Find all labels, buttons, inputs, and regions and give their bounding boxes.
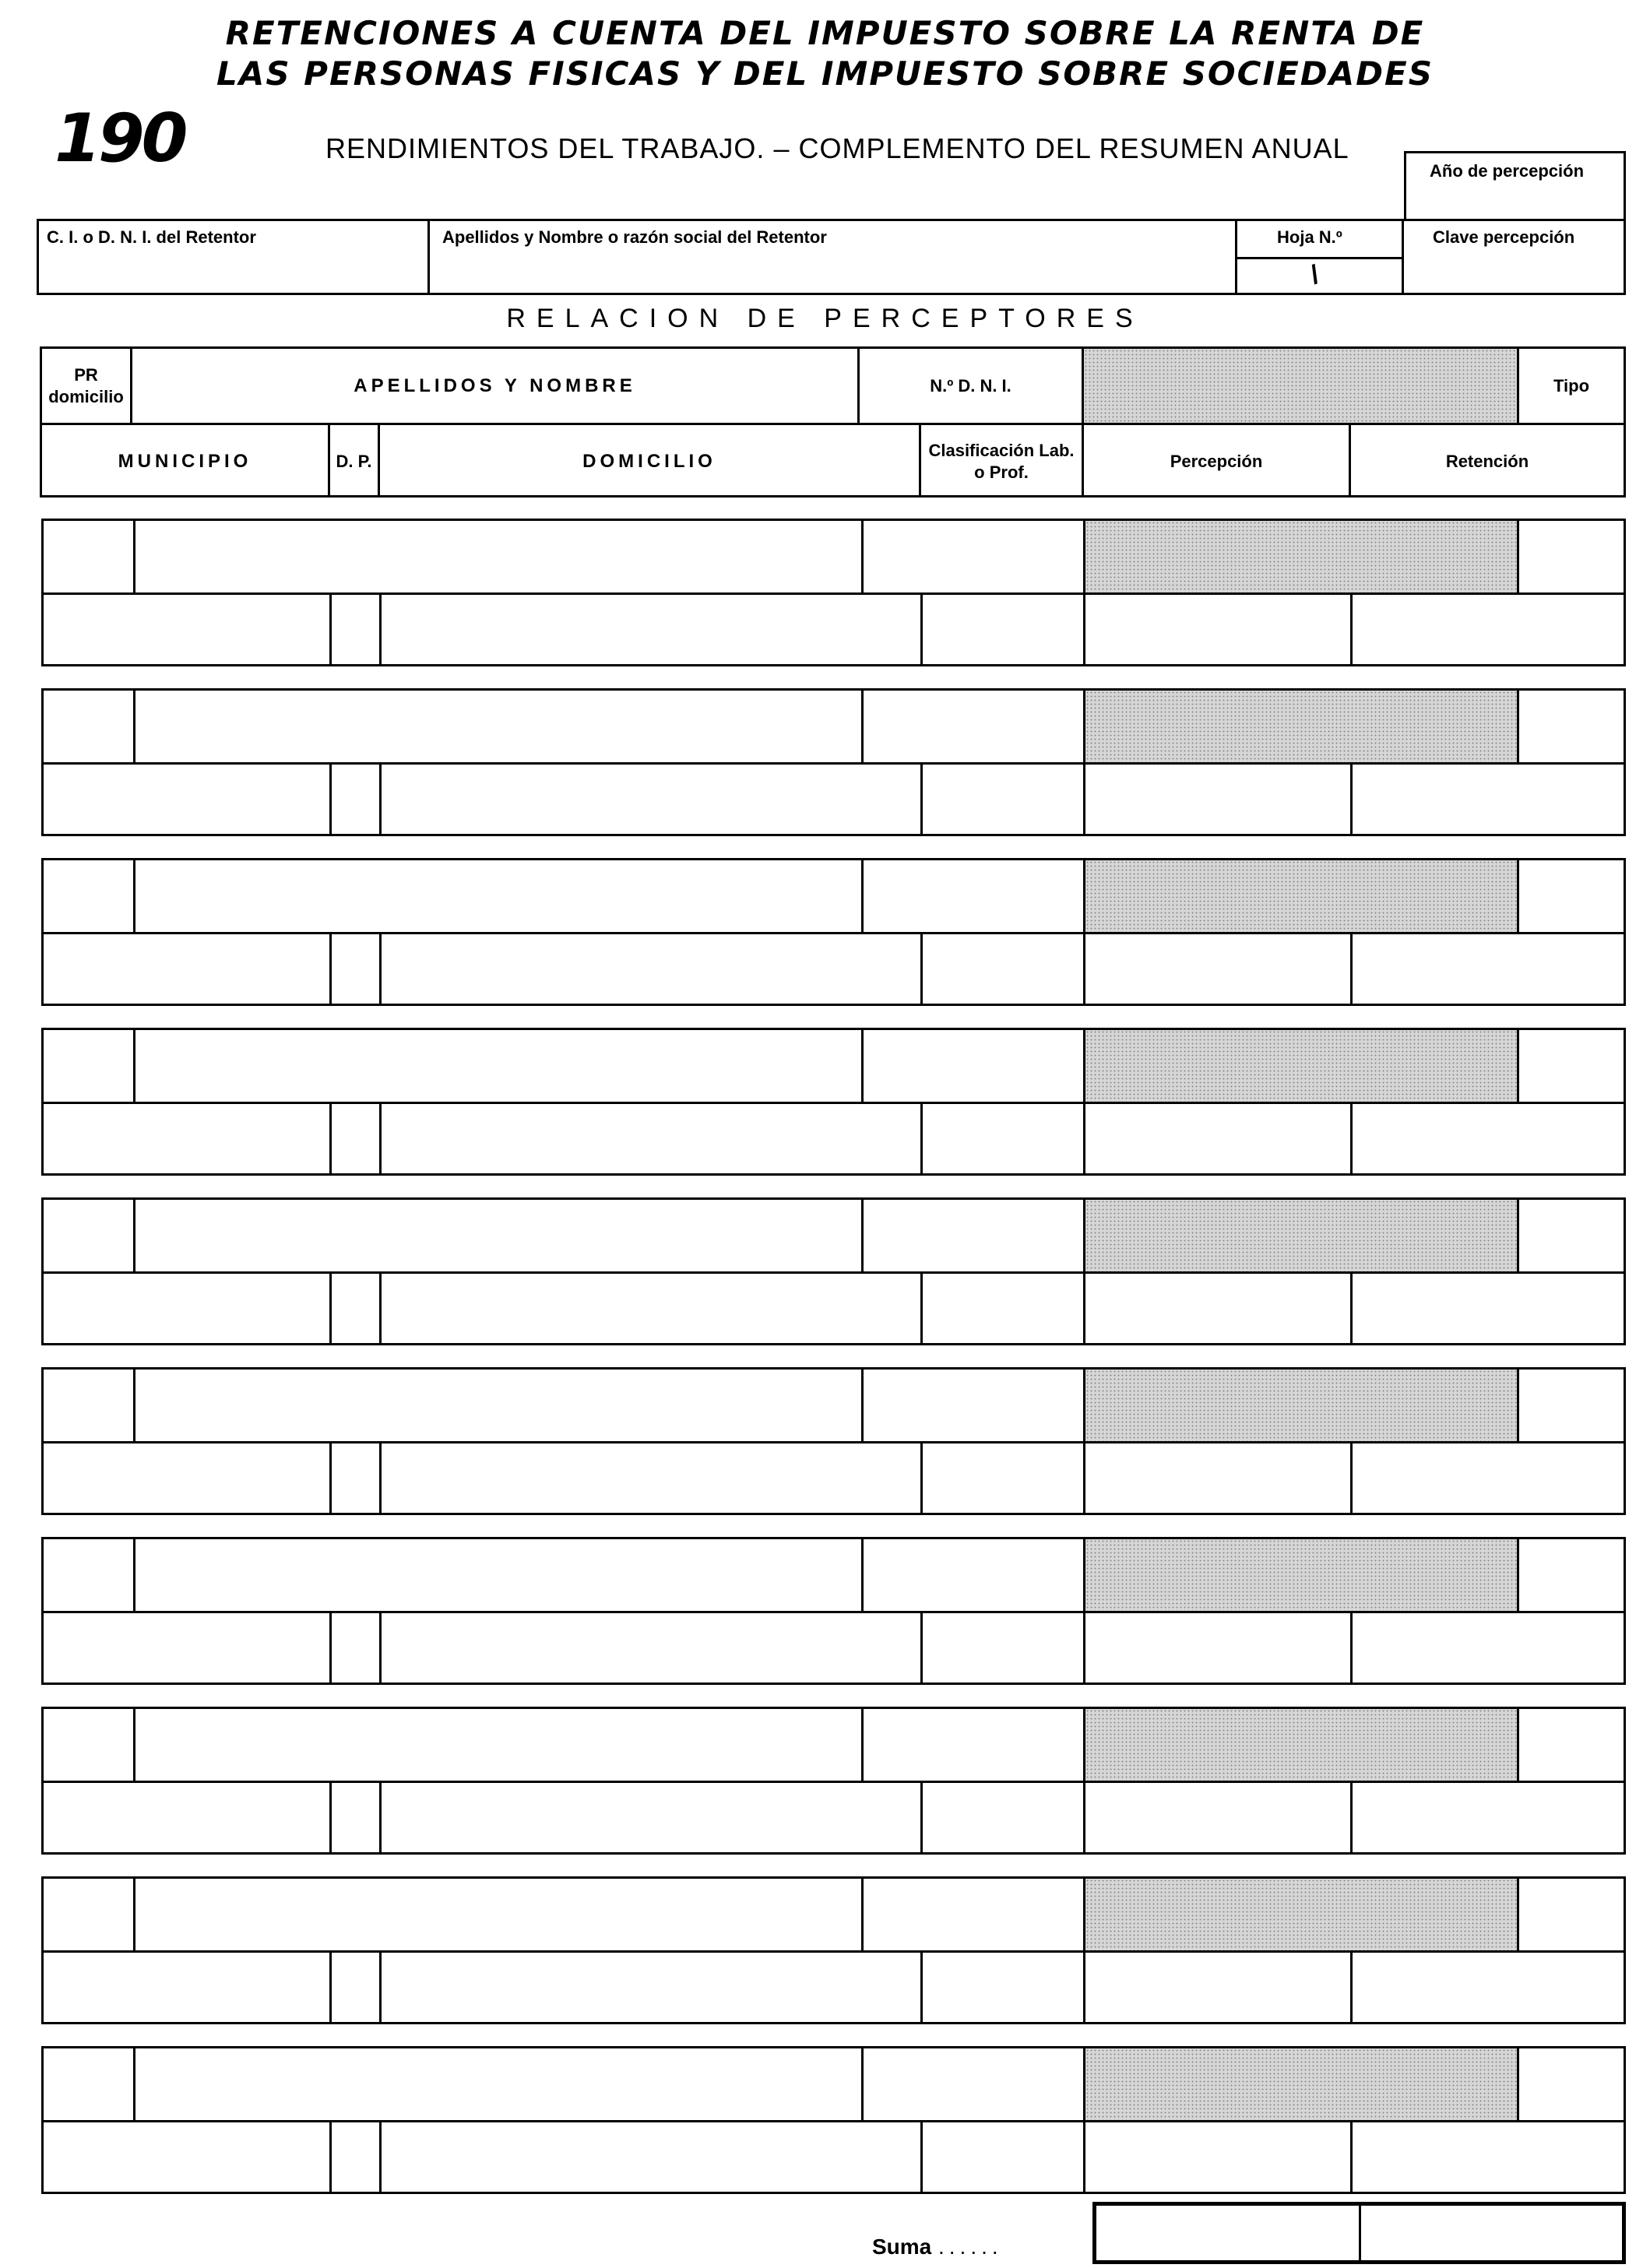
clasificacion-field[interactable] (923, 595, 1083, 666)
anio-percepcion-box[interactable] (1404, 151, 1626, 221)
percepcion-field[interactable] (1085, 1104, 1350, 1176)
shaded-area (1085, 1200, 1517, 1271)
divider (1350, 1271, 1353, 1345)
divider (427, 219, 430, 295)
section-title: RELACION DE PERCEPTORES (506, 304, 1144, 333)
divider (329, 932, 332, 1006)
divider (1517, 1537, 1519, 1611)
divider (133, 858, 135, 932)
header-retencion: Retención (1445, 451, 1529, 471)
municipio-field[interactable] (44, 1613, 329, 1685)
shaded-area (1085, 1370, 1517, 1441)
apellidos-nombre-field[interactable] (135, 1709, 861, 1781)
percepcion-field[interactable] (1085, 765, 1350, 836)
pr-field[interactable] (44, 691, 133, 762)
divider (1350, 1611, 1353, 1685)
nombre-retentor-label: Apellidos y Nombre o razón social del Retentor (442, 227, 827, 247)
divider (1083, 688, 1085, 762)
municipio-field[interactable] (44, 2122, 329, 2194)
divider (329, 1102, 332, 1176)
tipo-field[interactable] (1519, 1879, 1626, 1950)
shaded-area (1084, 349, 1517, 423)
apellidos-nombre-field[interactable] (135, 1030, 861, 1102)
divider (861, 1367, 864, 1441)
clasificacion-field[interactable] (923, 2122, 1083, 2194)
dni-field[interactable] (864, 1370, 1083, 1441)
pr-field[interactable] (44, 1539, 133, 1611)
dni-field[interactable] (864, 1200, 1083, 1271)
pr-field[interactable] (44, 1879, 133, 1950)
shaded-area (1085, 1539, 1517, 1611)
divider (379, 762, 382, 836)
dp-field[interactable] (332, 765, 379, 836)
municipio-field[interactable] (44, 595, 329, 666)
divider (1083, 1028, 1085, 1102)
domicilio-field[interactable] (382, 1783, 920, 1855)
domicilio-field[interactable] (382, 595, 920, 666)
percepcion-field[interactable] (1085, 595, 1350, 666)
divider (1517, 1707, 1519, 1781)
divider (920, 1950, 923, 2024)
divider (920, 1781, 923, 1855)
divider (329, 1441, 332, 1515)
dp-field[interactable] (332, 1783, 379, 1855)
clasificacion-field[interactable] (923, 765, 1083, 836)
apellidos-nombre-field[interactable] (135, 1879, 861, 1950)
divider (1083, 858, 1085, 932)
divider (1350, 932, 1353, 1006)
divider (133, 1876, 135, 1950)
retencion-field[interactable] (1353, 1953, 1626, 2024)
tipo-field[interactable] (1519, 1370, 1626, 1441)
percepcion-field[interactable] (1085, 1783, 1350, 1855)
divider (1083, 1441, 1085, 1515)
tipo-field[interactable] (1519, 860, 1626, 932)
divider (920, 1611, 923, 1685)
dp-field[interactable] (332, 2122, 379, 2194)
divider (1350, 2120, 1353, 2194)
domicilio-field[interactable] (382, 2122, 920, 2194)
divider (920, 1441, 923, 1515)
municipio-field[interactable] (44, 1443, 329, 1515)
divider (329, 592, 332, 666)
retencion-field[interactable] (1353, 765, 1626, 836)
divider (329, 1781, 332, 1855)
form-number: 190 (55, 100, 185, 178)
divider (133, 1707, 135, 1781)
tipo-field[interactable] (1519, 1200, 1626, 1271)
header-dni: N.º D. N. I. (930, 375, 1011, 396)
clasificacion-field[interactable] (923, 1443, 1083, 1515)
divider (1517, 1028, 1519, 1102)
dni-field[interactable] (864, 691, 1083, 762)
apellidos-nombre-field[interactable] (135, 1370, 861, 1441)
retencion-field[interactable] (1353, 1613, 1626, 1685)
dp-field[interactable] (332, 1104, 379, 1176)
divider (1350, 1102, 1353, 1176)
apellidos-nombre-field[interactable] (135, 860, 861, 932)
domicilio-field[interactable] (382, 1104, 920, 1176)
municipio-field[interactable] (44, 934, 329, 1006)
header-municipio: MUNICIPIO (118, 450, 252, 472)
shaded-area (1085, 2048, 1517, 2120)
divider (379, 1611, 382, 1685)
municipio-field[interactable] (44, 1953, 329, 2024)
retencion-field[interactable] (1353, 1274, 1626, 1345)
divider (133, 1028, 135, 1102)
dni-field[interactable] (864, 2048, 1083, 2120)
divider (133, 688, 135, 762)
divider (1350, 1781, 1353, 1855)
clasificacion-field[interactable] (923, 1783, 1083, 1855)
pr-field[interactable] (44, 521, 133, 592)
clasificacion-field[interactable] (923, 934, 1083, 1006)
retencion-field[interactable] (1353, 2122, 1626, 2194)
apellidos-nombre-field[interactable] (135, 1200, 861, 1271)
divider (1350, 1950, 1353, 2024)
shaded-area (1085, 691, 1517, 762)
divider (1517, 858, 1519, 932)
divider (1083, 1707, 1085, 1781)
divider (861, 2046, 864, 2120)
percepcion-field[interactable] (1085, 1953, 1350, 2024)
dni-field[interactable] (864, 860, 1083, 932)
retencion-field[interactable] (1353, 1783, 1626, 1855)
domicilio-field[interactable] (382, 1443, 920, 1515)
percepcion-field[interactable] (1085, 2122, 1350, 2194)
divider (1083, 762, 1085, 836)
retencion-field[interactable] (1353, 934, 1626, 1006)
suma-dots: ...... (938, 2235, 1003, 2259)
municipio-field[interactable] (44, 765, 329, 836)
divider (861, 688, 864, 762)
divider (133, 1197, 135, 1271)
divider (1083, 519, 1085, 592)
divider (379, 592, 382, 666)
form-title-line-1: RETENCIONES A CUENTA DEL IMPUESTO SOBRE LA RENTA DE (225, 14, 1425, 52)
divider (920, 932, 923, 1006)
divider (329, 1271, 332, 1345)
header-domicilio: DOMICILIO (582, 450, 716, 472)
divider (379, 1102, 382, 1176)
divider (861, 1028, 864, 1102)
divider (133, 2046, 135, 2120)
dp-field[interactable] (332, 934, 379, 1006)
divider (1083, 932, 1085, 1006)
clave-percepcion-label: Clave percepción (1433, 227, 1575, 247)
retencion-field[interactable] (1353, 1104, 1626, 1176)
form-title-line-2: LAS PERSONAS FISICAS Y DEL IMPUESTO SOBRE SOCIEDADES (216, 55, 1434, 93)
form-subtitle: RENDIMIENTOS DEL TRABAJO. – COMPLEMENTO DEL RESUMEN ANUAL (325, 132, 1349, 164)
dp-field[interactable] (332, 1274, 379, 1345)
clasificacion-field[interactable] (923, 1953, 1083, 2024)
shaded-area (1085, 860, 1517, 932)
divider (1083, 1271, 1085, 1345)
divider (1083, 1102, 1085, 1176)
dni-field[interactable] (864, 1030, 1083, 1102)
tipo-field[interactable] (1519, 691, 1626, 762)
divider (920, 592, 923, 666)
shaded-area (1085, 1030, 1517, 1102)
divider (329, 1950, 332, 2024)
dp-field[interactable] (332, 1953, 379, 2024)
domicilio-field[interactable] (382, 1953, 920, 2024)
dni-field[interactable] (864, 1879, 1083, 1950)
hoja-label: Hoja N.º (1277, 227, 1342, 247)
divider (1083, 1950, 1085, 2024)
municipio-field[interactable] (44, 1783, 329, 1855)
pr-field[interactable] (44, 1030, 133, 1102)
divider (1517, 1367, 1519, 1441)
divider (1083, 1781, 1085, 1855)
divider (1350, 1441, 1353, 1515)
domicilio-field[interactable] (382, 765, 920, 836)
divider (1517, 688, 1519, 762)
clasificacion-field[interactable] (923, 1613, 1083, 1685)
divider (1083, 1367, 1085, 1441)
header-pr-domicilio: PR domicilio (48, 364, 124, 406)
shaded-area (1085, 1879, 1517, 1950)
pr-field[interactable] (44, 1370, 133, 1441)
cif-retentor-label: C. I. o D. N. I. del Retentor (47, 227, 256, 247)
hoja-value: / (1307, 259, 1323, 290)
header-percepcion: Percepción (1170, 451, 1263, 471)
divider (329, 762, 332, 836)
divider (861, 1876, 864, 1950)
municipio-field[interactable] (44, 1274, 329, 1345)
divider (920, 1102, 923, 1176)
divider (1083, 1611, 1085, 1685)
retencion-field[interactable] (1353, 595, 1626, 666)
divider (1517, 519, 1519, 592)
tipo-field[interactable] (1519, 521, 1626, 592)
percepcion-field[interactable] (1085, 1274, 1350, 1345)
apellidos-nombre-field[interactable] (135, 521, 861, 592)
divider (329, 2120, 332, 2194)
suma-retencion-field[interactable] (1361, 2206, 1622, 2260)
municipio-field[interactable] (44, 1104, 329, 1176)
header-tipo: Tipo (1553, 375, 1590, 396)
apellidos-nombre-field[interactable] (135, 2048, 861, 2120)
divider (1083, 1537, 1085, 1611)
divider (379, 2120, 382, 2194)
divider (133, 1537, 135, 1611)
pr-field[interactable] (44, 2048, 133, 2120)
divider (1517, 1876, 1519, 1950)
divider (379, 1271, 382, 1345)
divider (379, 1441, 382, 1515)
tipo-field[interactable] (1519, 1709, 1626, 1781)
suma-label: Suma (872, 2235, 932, 2259)
divider (920, 1271, 923, 1345)
dp-field[interactable] (332, 1443, 379, 1515)
tipo-field[interactable] (1519, 2048, 1626, 2120)
pr-field[interactable] (44, 860, 133, 932)
header-clasificacion: Clasificación Lab. o Prof. (928, 440, 1075, 482)
anio-percepcion-label: Año de percepción (1430, 161, 1585, 181)
divider (379, 1781, 382, 1855)
apellidos-nombre-field[interactable] (135, 1539, 861, 1611)
pr-field[interactable] (44, 1200, 133, 1271)
divider (861, 1537, 864, 1611)
divider (920, 762, 923, 836)
dni-field[interactable] (864, 1539, 1083, 1611)
dni-field[interactable] (864, 521, 1083, 592)
percepcion-field[interactable] (1085, 934, 1350, 1006)
apellidos-nombre-field[interactable] (135, 691, 861, 762)
dp-field[interactable] (332, 595, 379, 666)
pr-field[interactable] (44, 1709, 133, 1781)
tipo-field[interactable] (1519, 1539, 1626, 1611)
divider (1083, 2120, 1085, 2194)
divider (1350, 592, 1353, 666)
tipo-field[interactable] (1519, 1030, 1626, 1102)
divider (133, 1367, 135, 1441)
divider (1402, 219, 1404, 295)
dp-field[interactable] (332, 1613, 379, 1685)
divider (379, 1950, 382, 2024)
divider (379, 932, 382, 1006)
domicilio-field[interactable] (382, 1274, 920, 1345)
shaded-area (1085, 1709, 1517, 1781)
divider (1083, 1876, 1085, 1950)
divider (1350, 762, 1353, 836)
suma-percepcion-field[interactable] (1096, 2206, 1359, 2260)
dni-field[interactable] (864, 1709, 1083, 1781)
divider (920, 2120, 923, 2194)
percepcion-field[interactable] (1085, 1613, 1350, 1685)
divider (329, 1611, 332, 1685)
divider (1517, 2046, 1519, 2120)
divider (861, 1197, 864, 1271)
divider (1083, 1197, 1085, 1271)
divider (861, 519, 864, 592)
header-dp: D. P. (336, 451, 372, 471)
divider (1235, 257, 1402, 259)
divider (1083, 592, 1085, 666)
divider (1083, 2046, 1085, 2120)
divider (861, 858, 864, 932)
clasificacion-field[interactable] (923, 1104, 1083, 1176)
percepcion-field[interactable] (1085, 1443, 1350, 1515)
clasificacion-field[interactable] (923, 1274, 1083, 1345)
domicilio-field[interactable] (382, 934, 920, 1006)
domicilio-field[interactable] (382, 1613, 920, 1685)
shaded-area (1085, 521, 1517, 592)
divider (1517, 1197, 1519, 1271)
header-apellidos-nombre: APELLIDOS Y NOMBRE (354, 374, 636, 396)
divider (861, 1707, 864, 1781)
retencion-field[interactable] (1353, 1443, 1626, 1515)
divider (133, 519, 135, 592)
